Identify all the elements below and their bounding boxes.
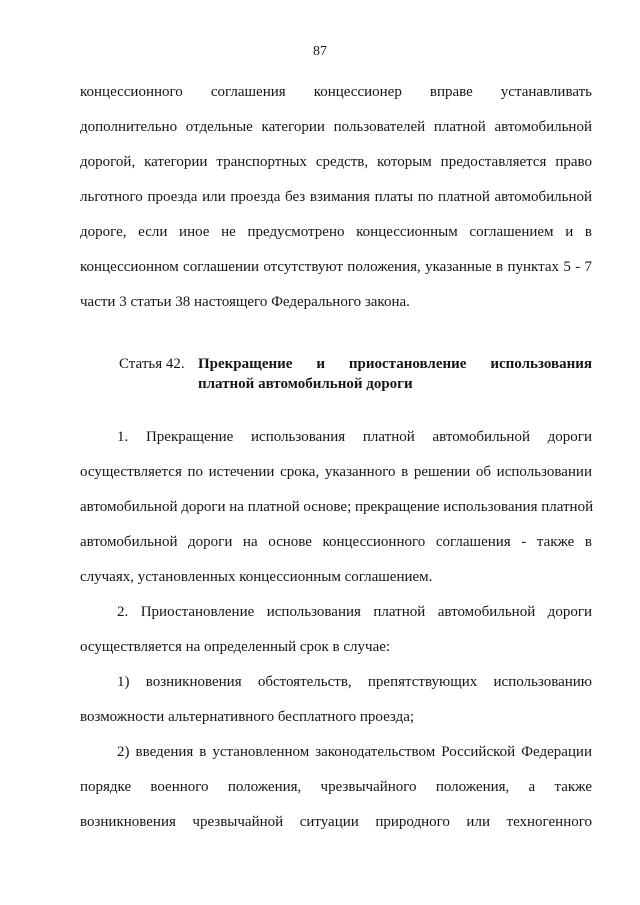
- subitem-2-first-line: 2) введения в установленном законодательством Российской Федерации: [117, 744, 592, 760]
- subitem-1-first-line: 1) возникновения обстоятельств, препятствующих использованию: [117, 674, 592, 690]
- text-line-last: осуществляется на определенный срок в случае:: [80, 639, 391, 655]
- text-line: порядке военного положения, чрезвычайного положения, а также: [80, 779, 592, 795]
- text-line: концессионного соглашения концессионер вправе устанавливать: [80, 84, 592, 100]
- text-line-last: части 3 статьи 38 настоящего Федерального закона.: [80, 294, 410, 310]
- text-line: дороге, если иное не предусмотрено концессионным соглашением и в: [80, 224, 592, 240]
- text-line-last: случаях, установленных концессионным соглашением.: [80, 569, 433, 585]
- text-line: дорогой, категории транспортных средств, которым предоставляется право: [80, 154, 592, 170]
- text-line-last: возможности альтернативного бесплатного проезда;: [80, 709, 415, 725]
- text-line: автомобильной дороги на основе концессионного соглашения - также в: [80, 534, 592, 550]
- article-title-line-1: Прекращение и приостановление использования: [198, 356, 592, 372]
- text-line: концессионном соглашении отсутствуют положения, указанные в пунктах 5 - 7: [80, 259, 592, 275]
- paragraph-2-first-line: 2. Приостановление использования платной автомобильной дороги: [117, 604, 592, 620]
- page-number: 87: [313, 44, 327, 59]
- text-line: возникновения чрезвычайной ситуации природного или техногенного: [80, 814, 592, 830]
- text-line: льготного проезда или проезда без взимания платы по платной автомобильной: [80, 189, 592, 205]
- article-label: Статья 42.: [119, 356, 185, 372]
- text-line: осуществляется по истечении срока, указанного в решении об использовании: [80, 464, 592, 480]
- text-line: автомобильной дороги на платной основе; прекращение использования платной: [80, 499, 594, 515]
- text-line: дополнительно отдельные категории пользователей платной автомобильной: [80, 119, 592, 135]
- paragraph-1-first-line: 1. Прекращение использования платной автомобильной дороги: [117, 429, 592, 445]
- article-title-line-2: платной автомобильной дороги: [198, 376, 413, 392]
